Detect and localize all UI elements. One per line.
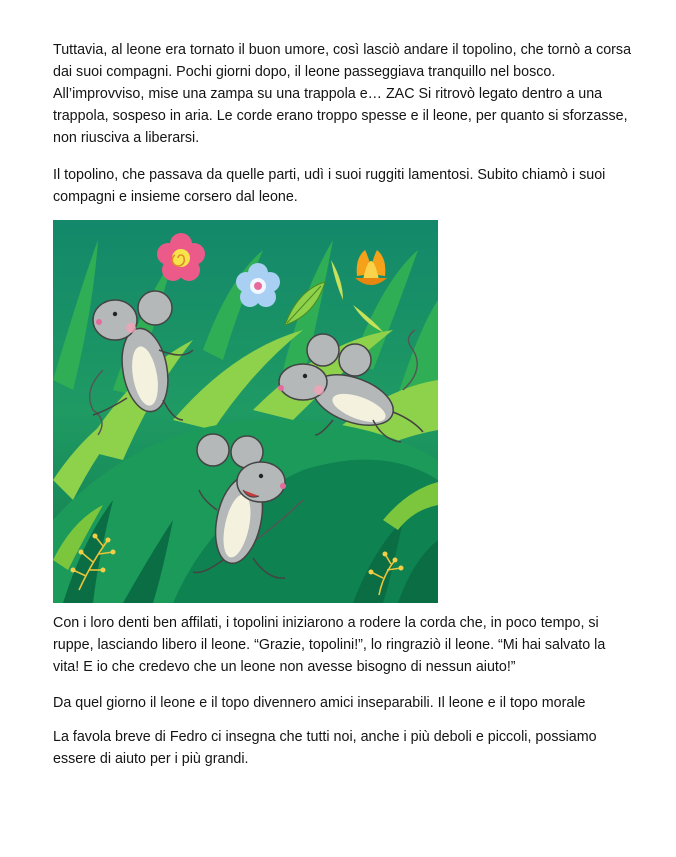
mice-illustration xyxy=(53,220,438,603)
paragraph-story-3: Con i loro denti ben affilati, i topolini iniziarono a rodere la corda che, in poco tempo, si ruppe, lasciando libero il leone. “Grazie, topolini!”, lo ringraziò il leone. “Mi hai salvato la vita! E io che credevo che un leone non avesse bisogno di nessun aiuto!” xyxy=(53,615,606,675)
paragraph-story-1: Tuttavia, al leone era tornato il buon umore, così lasciò andare il topolino, che tornò a corsa dai suoi compagni. Pochi giorni dopo, il leone passeggiava tranquillo nel bosco. All’improvviso, mise una zampa su una trappola e… ZAC Si ritrovò legato dentro a una trappola, sospeso in aria. Le corde erano troppo spesse e il leone, per quanto si sforzasse, non riusciva a liberarsi. xyxy=(53,42,632,146)
paragraph-story-4: Da quel giorno il leone e il topo divennero amici inseparabili. Il leone e il topo morale xyxy=(53,695,586,711)
paragraph-moral: La favola breve di Fedro ci insegna che tutti noi, anche i più deboli e piccoli, possiamo essere di aiuto per i più grandi. xyxy=(53,729,597,767)
paragraph-story-2: Il topolino, che passava da quelle parti, udì i suoi ruggiti lamentosi. Subito chiamò i suoi compagni e insieme corsero dal leone. xyxy=(53,167,606,205)
